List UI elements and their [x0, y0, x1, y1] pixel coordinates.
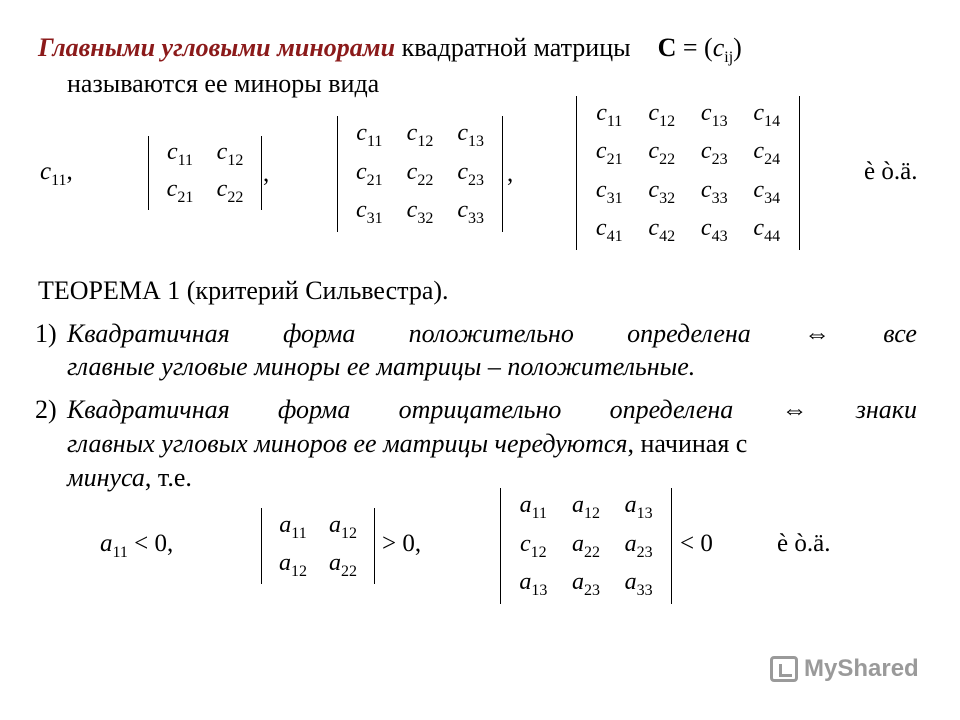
minor-4x4-entry: $c_{14}$	[753, 99, 781, 130]
condition-minor-3x3	[500, 488, 672, 604]
minor-4x4-entry: $c_{34}$	[753, 176, 781, 207]
item-2-line-3: минуса, т.е.	[67, 463, 192, 492]
minor-3x3-entry: $c_{23}$	[457, 158, 484, 189]
minor-4x4-entry: $c_{42}$	[648, 215, 676, 246]
condition-3x3-entry: $a_{13}$	[519, 569, 548, 600]
minor-3x3-entry: $c_{32}$	[406, 197, 434, 228]
minor-4x4-entry: $c_{43}$	[700, 215, 728, 246]
word: ⇔	[781, 395, 808, 424]
equals-sign: =	[682, 33, 698, 62]
word: отрицательно	[398, 395, 562, 424]
minor-4x4	[576, 96, 800, 250]
item-2-number: 2)	[35, 395, 57, 424]
minor-4x4-entry: $c_{11}$	[596, 99, 623, 130]
condition-3x3-entry: $a_{13}$	[624, 491, 653, 522]
minor-4x4-entry: $c_{21}$	[595, 138, 623, 169]
condition-2x2-entry: $a_{12}$	[279, 549, 307, 580]
condition-2x2-entry: $a_{22}$	[329, 549, 357, 580]
condition-3x3-entry: $a_{33}$	[624, 569, 653, 600]
minor-4x4-entry: $c_{41}$	[595, 215, 623, 246]
condition-3x3-entry: $a_{11}$	[519, 491, 548, 522]
etc-label-2: è ò.ä.	[777, 530, 831, 557]
minor-3x3-entry: $c_{13}$	[457, 119, 484, 150]
condition-2x2-entry: $a_{12}$	[329, 511, 357, 542]
condition-3x3-entry: $a_{23}$	[624, 530, 653, 561]
minor-4x4-entry: $c_{22}$	[648, 138, 676, 169]
condition-minor-2x2	[261, 508, 375, 584]
condition-3x3-entry: $a_{23}$	[571, 569, 600, 600]
condition-3x3-entry: $c_{12}$	[520, 530, 547, 561]
theorem-title: ТЕОРЕМА 1 (критерий Сильвестра).	[38, 276, 449, 305]
minor-3x3-entry: $c_{21}$	[356, 158, 383, 189]
condition-3x3-entry: $a_{12}$	[571, 491, 600, 522]
word: знаки	[855, 395, 917, 424]
minor-c11: $c_{11}$,	[40, 158, 73, 189]
word: Квадратичная	[67, 319, 230, 348]
minor-4x4-entry: $c_{24}$	[753, 138, 781, 169]
definition-line-2: называются ее миноры вида	[67, 69, 380, 98]
condition-a11: $a_{11} < 0$,	[100, 530, 174, 561]
minor-3x3-entry: $c_{12}$	[406, 119, 434, 150]
item-2-line-1	[67, 393, 917, 426]
minor-4x4-entry: $c_{33}$	[700, 176, 728, 207]
minor-2x2-entry: $c_{22}$	[216, 176, 244, 206]
minor-3x3-entry: $c_{22}$	[406, 158, 434, 189]
minor-3x3-entry: $c_{33}$	[457, 197, 484, 228]
comma-2: ,	[507, 160, 514, 187]
item-2-line-2: главных угловых миноров ее матрицы чередуются, начиная с	[67, 429, 748, 458]
etc-label-1: è ò.ä.	[864, 158, 918, 185]
minor-4x4-entry: $c_{32}$	[648, 176, 676, 207]
matrix-symbol: C	[657, 33, 677, 62]
minor-4x4-entry: $c_{31}$	[595, 176, 623, 207]
minor-3x3-entry: $c_{31}$	[356, 197, 383, 228]
word: форма	[282, 319, 356, 348]
word: ⇔	[804, 319, 831, 348]
condition-rel-3: < 0	[680, 530, 713, 557]
item-1-number: 1)	[35, 319, 57, 348]
minor-2x2-entry: $c_{12}$	[216, 139, 244, 169]
logo-icon	[770, 656, 798, 682]
definition-text: квадратной матрицы	[401, 33, 631, 62]
word: форма	[277, 395, 351, 424]
comma-1: ,	[263, 160, 270, 187]
word: определена	[609, 395, 734, 424]
matrix-notation: $(c_{ij})$	[704, 33, 742, 67]
word: все	[883, 319, 917, 348]
minor-4x4-entry: $c_{13}$	[700, 99, 728, 130]
minor-4x4-entry: $c_{44}$	[753, 215, 781, 246]
word: Квадратичная	[67, 395, 230, 424]
condition-3x3-entry: $a_{22}$	[571, 530, 600, 561]
minor-2x2	[148, 136, 262, 210]
watermark-text: MyShared	[804, 655, 919, 682]
watermark-logo	[770, 655, 919, 683]
condition-2x2-entry: $a_{11}$	[279, 511, 307, 542]
word: определена	[627, 319, 751, 348]
condition-rel-2: > 0,	[382, 530, 422, 557]
minor-3x3	[337, 116, 503, 232]
word: положительно	[408, 319, 574, 348]
item-1-line-2: главные угловые миноры ее матрицы – положительные.	[67, 352, 696, 381]
defined-term: Главными угловыми минорами	[38, 33, 396, 62]
minor-2x2-entry: $c_{21}$	[166, 176, 194, 206]
minor-4x4-entry: $c_{12}$	[648, 99, 676, 130]
minor-4x4-entry: $c_{23}$	[700, 138, 728, 169]
minor-2x2-entry: $c_{11}$	[166, 139, 194, 169]
minor-3x3-entry: $c_{11}$	[356, 119, 383, 150]
item-1-line-1	[67, 317, 917, 350]
